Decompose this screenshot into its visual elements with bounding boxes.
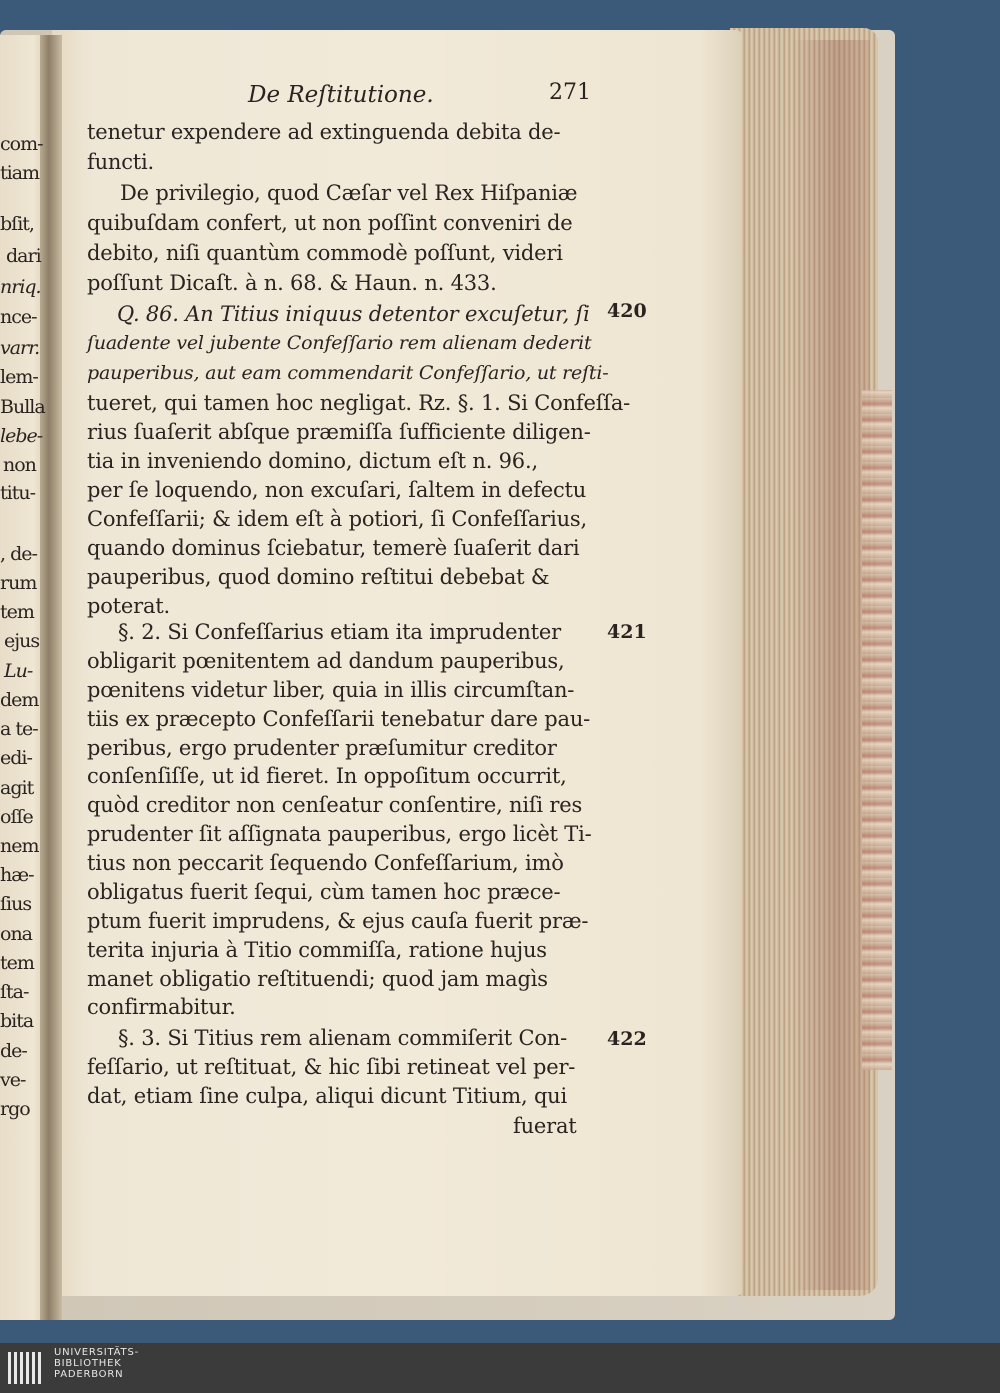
library-logo-icon [6,1348,46,1388]
text-line: §. 3. Si Titius rem alienam commiſerit Con- [118,1026,568,1050]
left-fragment: lebe- [0,425,43,447]
text-line: tia in inveniendo domino, dictum eſt n. 96., [87,449,538,473]
text-line: conſenſiſſe, ut id fieret. In oppoſitum occurrit, [87,764,567,788]
marbled-edge [862,390,892,1070]
left-fragment: dari [6,245,41,267]
left-fragment: bſit, [0,213,34,235]
left-fragment: a te- [0,718,38,740]
footer-line: UNIVERSITÄTS- [54,1347,140,1358]
page-number: 271 [549,80,591,105]
text-line: obligarit pœnitentem ad dandum pauperibus, [87,649,565,673]
left-fragment: nem [0,835,39,857]
left-fragment: nriq. [0,276,41,298]
left-fragment: edi- [0,747,32,769]
text-line: quibuſdam confert, ut non poſſint conveniri de [87,211,573,235]
left-fragment: varr. [0,337,40,359]
text-line: rius ſuaſerit abſque præmiſſa ſufficiente diligen- [87,420,591,444]
text-line: terita injuria à Titio commiſſa, ratione hujus [87,938,547,962]
left-fragment: bita [0,1010,34,1032]
footer-line: BIBLIOTHEK [54,1358,122,1369]
left-fragment: rum [0,572,37,594]
left-fragment: ve- [0,1069,26,1091]
text-line: ſuadente vel jubente Confeſſario rem alienam dederit [87,332,592,354]
text-line: feſſario, ut reſtituat, & hic ſibi retineat vel per- [87,1055,576,1079]
left-fragment: tem [0,601,34,623]
text-line: pauperibus, quod domino reſtitui debebat & [87,565,550,589]
text-line: quòd creditor non cenſeatur conſentire, niſi res [87,793,583,817]
left-fragment: com- [0,133,43,155]
margin-number: 420 [607,300,647,322]
text-line: poterat. [87,594,171,618]
text-line: tiis ex præcepto Confeſſarii tenebatur dare pau- [87,707,591,731]
footer-bar [0,1343,1000,1393]
margin-number: 421 [607,621,647,643]
left-fragment: ejus [4,630,40,652]
text-line: Confeſſarii; & idem eſt à potiori, ſi Confeſſarius, [87,507,587,531]
text-line: quando dominus ſciebatur, temerè ſuaſerit dari [87,536,580,560]
text-line: prudenter ſit aſſignata pauperibus, ergo licèt Ti- [87,822,592,846]
left-fragment: ſius [0,893,32,915]
text-line: poſſunt Dicaſt. à n. 68. & Haun. n. 433. [87,271,497,295]
text-line: tenetur expendere ad extinguenda debita de- [87,120,561,144]
left-fragment: Lu- [4,660,33,682]
gutter-shadow [40,35,62,1320]
text-line: §. 2. Si Confeſſarius etiam ita imprudenter [118,620,561,644]
left-fragment: titu- [0,482,36,504]
left-fragment: lem- [0,366,38,388]
catchword: fuerat [513,1114,577,1138]
left-fragment: oſſe [0,806,33,828]
text-line: Q. 86. An Titius iniquus detentor excuſetur, ſi [117,302,590,326]
text-line: De privilegio, quod Cæſar vel Rex Hiſpaniæ [120,181,578,205]
text-line: functi. [87,150,155,174]
left-fragment: nce- [0,306,37,328]
text-line: confirmabitur. [87,995,236,1019]
left-fragment: de- [0,1040,27,1062]
left-fragment: non [3,454,36,476]
text-line: tius non peccarit ſequendo Confeſſarium, imò [87,851,564,875]
footer-line: PADERBORN [54,1369,124,1380]
fore-edge-shade [790,40,870,1290]
text-line: per ſe loquendo, non excuſari, ſaltem in defectu [87,478,587,502]
running-title: De Reſtitutione. [248,82,434,108]
left-fragment: agit [0,777,34,799]
text-line: pauperibus, aut eam commendarit Confeſſario, ut reſti- [87,362,609,384]
left-fragment: rgo [0,1098,30,1120]
margin-number: 422 [607,1028,647,1050]
text-line: debito, niſi quantùm commodè poſſunt, videri [87,241,563,265]
text-line: obligatus fuerit ſequi, cùm tamen hoc præce- [87,880,561,904]
text-line: dat, etiam ſine culpa, aliqui dicunt Titium, qui [87,1084,568,1108]
left-fragment: dem [0,689,39,711]
text-line: tueret, qui tamen hoc negligat. Rz. §. 1. Si Confeſſa- [87,391,631,415]
left-fragment: Bulla [0,396,45,418]
left-fragment: tem [0,952,34,974]
left-fragment: ona [0,923,33,945]
left-fragment: , de- [0,543,37,565]
text-line: ptum fuerit imprudens, & ejus cauſa fuerit præ- [87,909,589,933]
left-fragment: ſta- [0,981,29,1003]
text-line: pœnitens videtur liber, quia in illis circumſtan- [87,678,575,702]
left-fragment: tiam [0,162,40,184]
left-fragment: hæ- [0,864,34,886]
text-line: manet obligatio reſtituendi; quod jam magìs [87,967,548,991]
text-line: peribus, ergo prudenter præſumitur creditor [87,736,557,760]
